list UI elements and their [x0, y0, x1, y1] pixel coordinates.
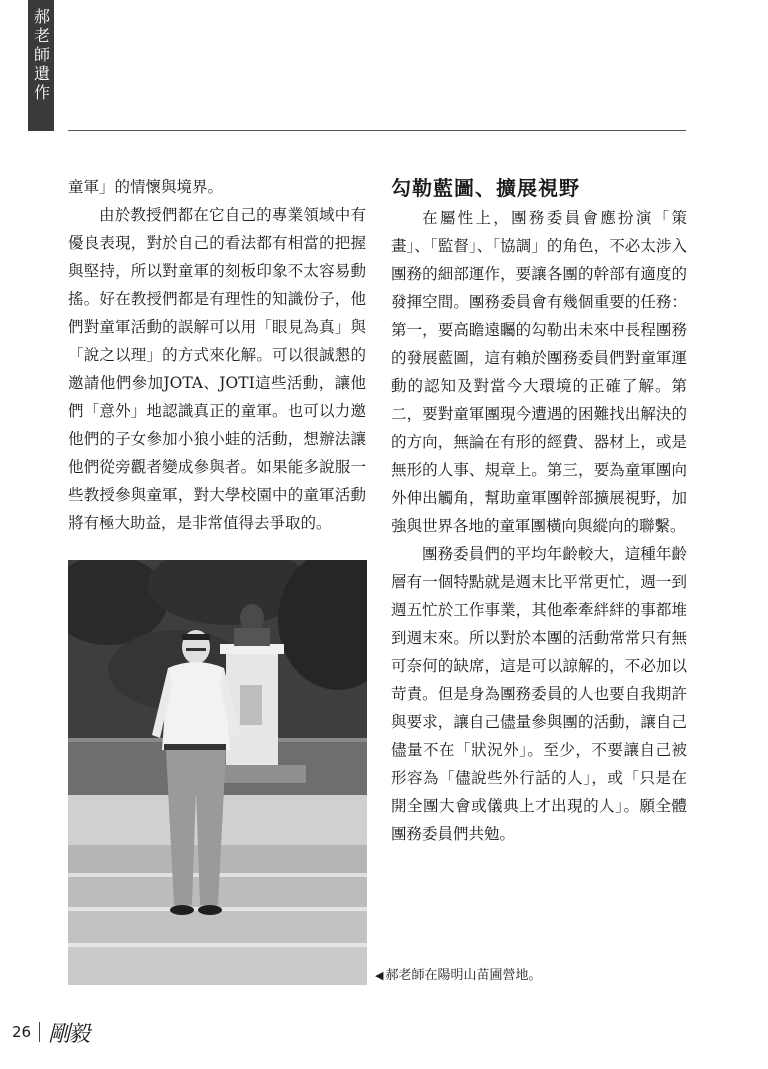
photo-caption-text: 郝老師在陽明山苗圃營地。 — [385, 968, 542, 983]
left-paragraph-1: 童軍」的情懷與境界。 — [68, 178, 224, 196]
section-tab-label: 郝老師遺作 — [31, 8, 51, 103]
magazine-logo: 剛毅 — [48, 1021, 89, 1047]
left-paragraph-2: 由於教授們都在它自己的專業領域中有優良表現，對於自己的看法都有相當的把握與堅持，所以對童軍的刻板印象不太容易動搖。好在教授們都是有理性的知識份子，他們對童軍活動的誤解可以用「眼見為真」與「說之以理」的方式來化解。可以很誠懇的邀請他們參加JOTA、JOTI這些活動，讓他們「意外」地認識真正的童軍。也可以力邀他們的子女參加小狼小蛙的活動，想辦法讓他們從旁觀者變成參與者。如果能多說服一些教授參與童軍，對大學校園中的童軍活動將有極大助益，是非常值得去爭取的。 — [68, 206, 366, 532]
photo-caption — [375, 967, 541, 985]
section-tab — [28, 0, 54, 131]
footer-divider — [39, 1022, 40, 1042]
section-heading: 勾勒藍圖、擴展視野 — [391, 176, 580, 200]
header-rule — [68, 130, 686, 131]
caption-pointer-icon: ◀ — [375, 969, 384, 982]
right-paragraph-1: 在屬性上，團務委員會應扮演「策畫」、「監督」、「協調」的角色，不必太涉入團務的細部運作，要讓各團的幹部有適度的發揮空間。團務委員會有幾個重要的任務：第一，要高瞻遠矚的勾勒出未來中長程團務的發展藍圖，這有賴於團務委員們對童軍運動的認知及對當今大環境的正確了解。第二，要對童軍團現今遭遇的困難找出解決的的方向，無論在有形的經費、器材上，或是無形的人事、規章上。第三，要為童軍團向外伸出觸角，幫助童軍團幹部擴展視野，加強與世界各地的童軍團橫向與縱向的聯繫。 — [391, 209, 687, 535]
right-paragraph-2: 團務委員們的平均年齡較大，這種年齡層有一個特點就是週末比平常更忙，週一到週五忙於工作事業，其他牽牽絆絆的事都堆到週末來。所以對於本團的活動常常只有無可奈何的缺席，這是可以諒解的，不必加以苛責。但是身為團務委員的人也要自我期許與要求，讓自己儘量參與團的活動，讓自己儘量不在「狀況外」。至少，不要讓自己被形容為「儘說些外行話的人」，或「只是在開全團大會或儀典上才出現的人」。願全體團務委員們共勉。 — [391, 545, 687, 843]
right-column — [391, 173, 687, 848]
left-column — [68, 173, 366, 537]
photo-illustration — [68, 560, 367, 985]
page-number: 26 — [12, 1023, 32, 1041]
portrait-photo — [68, 560, 367, 985]
page-footer — [12, 1017, 88, 1047]
